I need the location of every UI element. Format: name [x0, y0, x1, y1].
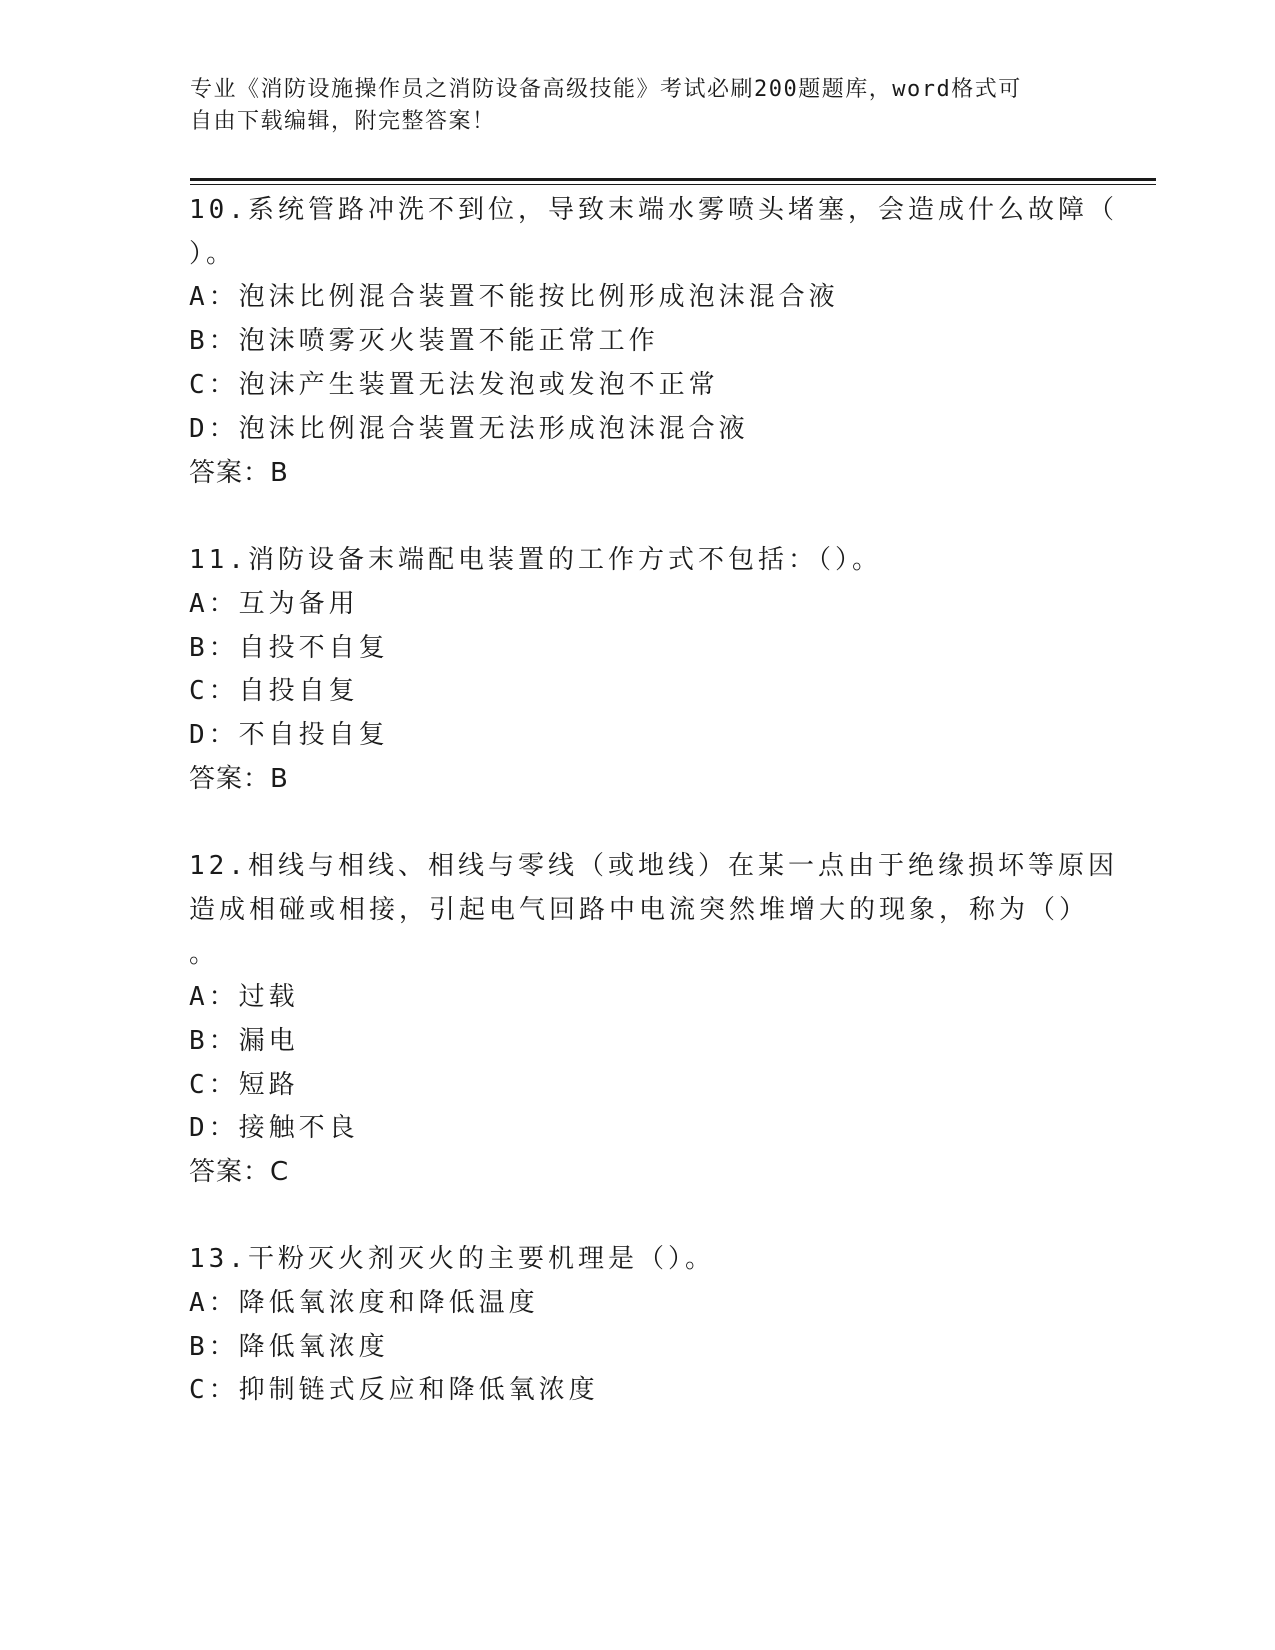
question-10-option-c: C：泡沫产生装置无法发泡或发泡不正常	[189, 370, 719, 400]
question-13-option-b: B：降低氧浓度	[189, 1332, 389, 1362]
question-12-stem-line-1: 12.相线与相线、相线与零线（或地线）在某一点由于绝缘损坏等原因	[189, 851, 1118, 881]
question-11-option-c: C：自投自复	[189, 676, 359, 706]
question-10-option-b: B：泡沫喷雾灭火装置不能正常工作	[189, 326, 659, 356]
question-12-answer: 答案：C	[189, 1157, 290, 1187]
question-12-option-b: B：漏电	[189, 1026, 299, 1056]
question-13-option-a: A：降低氧浓度和降低温度	[189, 1288, 539, 1318]
question-11-option-b: B：自投不自复	[189, 633, 389, 663]
question-12-option-a: A：过载	[189, 982, 299, 1012]
header-divider-thick	[190, 178, 1156, 181]
question-12-option-d: D：接触不良	[189, 1113, 359, 1143]
question-10-option-d: D：泡沫比例混合装置无法形成泡沫混合液	[189, 414, 749, 444]
document-header	[190, 74, 1070, 138]
question-11-answer: 答案：B	[189, 764, 289, 794]
question-10-stem-line-1: 10.系统管路冲洗不到位，导致末端水雾喷头堵塞，会造成什么故障（	[189, 195, 1118, 225]
question-10-stem-line-2: ）。	[189, 239, 237, 269]
question-12-stem-line-3: 。	[189, 939, 220, 969]
header-line-2: 自由下载编辑，附完整答案！	[190, 109, 496, 134]
question-12-option-c: C：短路	[189, 1070, 299, 1100]
question-12-stem-line-2: 造成相碰或相接，引起电气回路中电流突然堆增大的现象，称为（）	[189, 895, 1090, 925]
question-11-stem-line-1: 11.消防设备末端配电装置的工作方式不包括：（）。	[189, 545, 882, 575]
header-divider-thin	[190, 184, 1156, 185]
question-13-option-c: C：抑制链式反应和降低氧浓度	[189, 1375, 599, 1405]
question-10-option-a: A：泡沫比例混合装置不能按比例形成泡沫混合液	[189, 282, 839, 312]
question-11-option-a: A：互为备用	[189, 589, 359, 619]
question-13-stem-line-1: 13.干粉灭火剂灭火的主要机理是（）。	[189, 1244, 715, 1274]
question-10-answer: 答案：B	[189, 458, 289, 488]
header-line-1: 专业《消防设施操作员之消防设备高级技能》考试必刷200题题库，word格式可	[190, 77, 1022, 102]
question-11-option-d: D：不自投自复	[189, 720, 389, 750]
